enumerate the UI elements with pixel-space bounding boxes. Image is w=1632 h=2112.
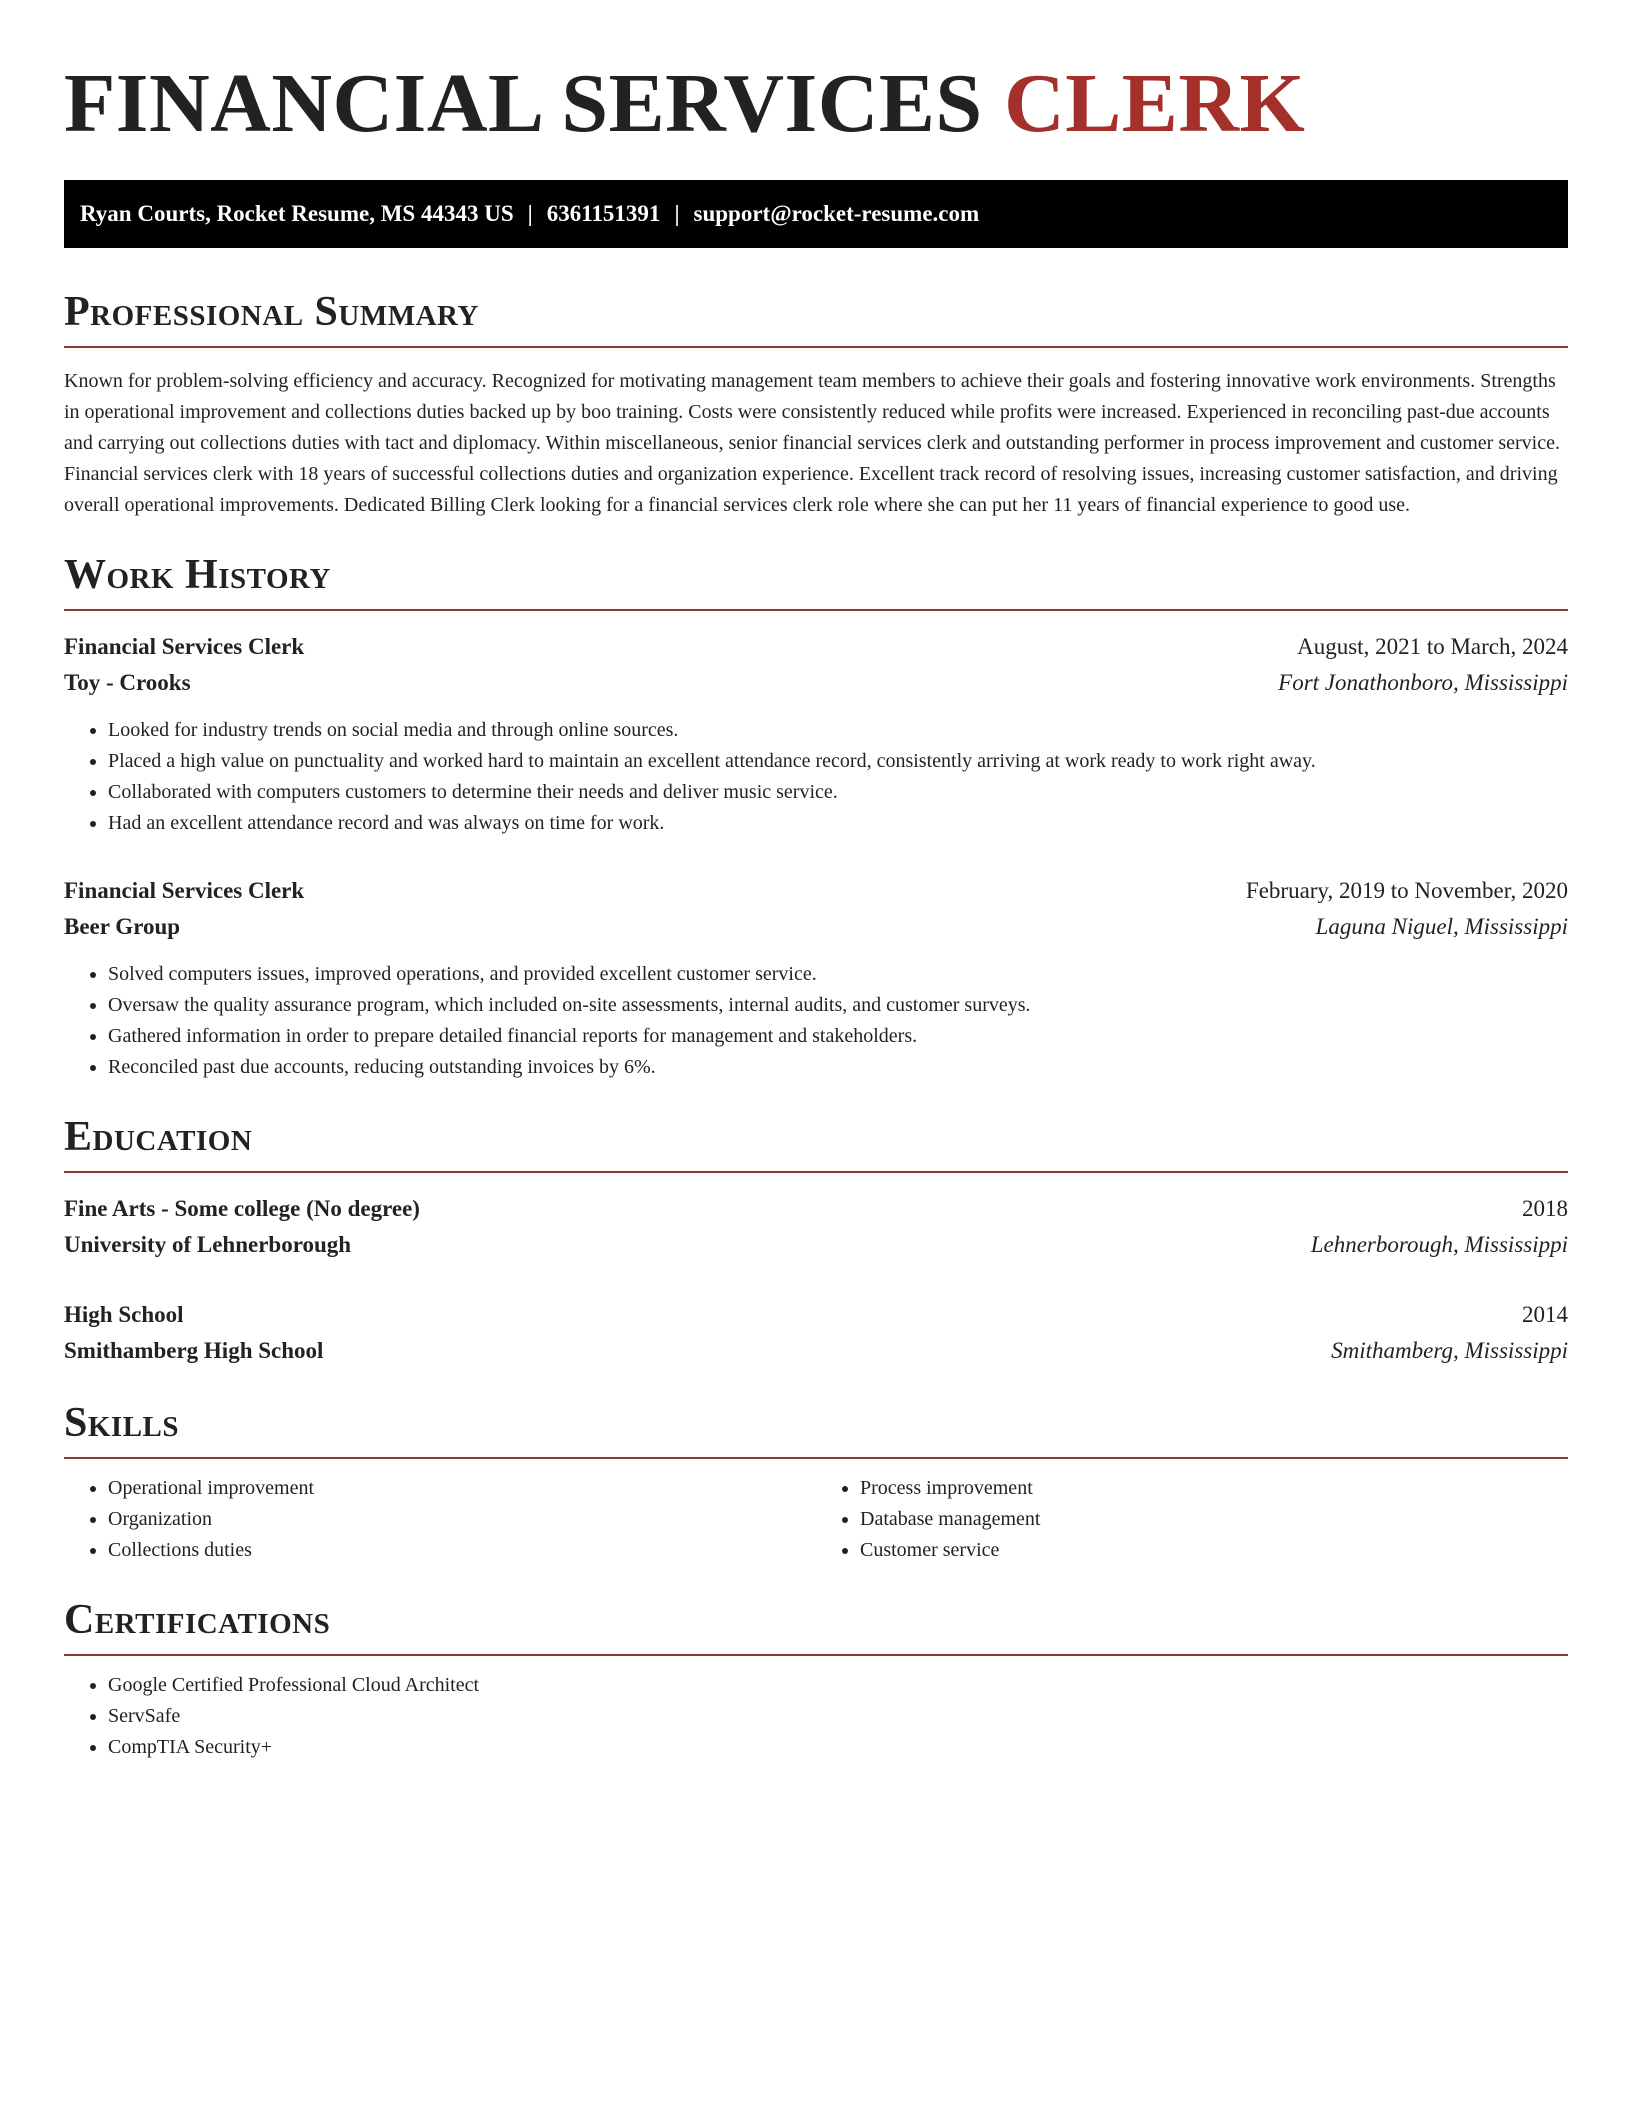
- certifications-section: [64, 1596, 1568, 1763]
- section-heading-skills: Skills: [64, 1399, 1568, 1459]
- job-title-row: [64, 873, 1568, 909]
- job-entry: [64, 873, 1568, 1083]
- list-item: • Had an excellent attendance record and was always on time for work.: [108, 808, 1568, 839]
- job-title: Financial Services Clerk: [64, 878, 305, 903]
- education-degree: High School: [64, 1302, 184, 1327]
- summary-text: Known for problem-solving efficiency and accuracy. Recognized for motivating management team members to achieve their goals and fostering innovative work environments. Strengths in operational improvement and collections duties backed up by boo training. Costs were consistently reduced while profits were increased. Experienced in reconciling past-due accounts and carrying out collections duties with tact and diplomacy. Within miscellaneous, senior financial services clerk and outstanding performer in process improvement and customer service. Financial services clerk with 18 years of successful collections duties and organization experience. Excellent track record of resolving issues, increasing customer satisfaction, and driving overall operational improvements. Dedicated Billing Clerk looking for a financial services clerk role where she can put her 11 years of financial experience to good use.: [64, 370, 1560, 516]
- job-dates: February, 2019 to November, 2020: [1245, 878, 1568, 903]
- job-bullets: [64, 715, 1568, 839]
- contact-address: Ryan Courts, Rocket Resume, MS 44343 US: [80, 201, 514, 226]
- list-item: • Google Certified Professional Cloud Architect: [108, 1670, 1568, 1701]
- job-company-row: [64, 909, 1568, 945]
- list-item: • Looked for industry trends on social media and through online sources.: [108, 715, 1568, 746]
- certifications-list: [64, 1670, 1568, 1763]
- list-item: • Placed a high value on punctuality and worked hard to maintain an excellent attendance record, consistently arriving at work ready to work right away.: [108, 746, 1568, 777]
- title-main: FINANCIAL SERVICES: [64, 57, 983, 150]
- education-location: Smithamberg, Mississippi: [1331, 1338, 1568, 1363]
- contact-separator: |: [527, 201, 533, 226]
- work-history-section: [64, 551, 1568, 1083]
- job-company: Beer Group: [64, 914, 181, 939]
- section-heading-education: Education: [64, 1113, 1568, 1173]
- education-section: [64, 1113, 1568, 1369]
- contact-phone: 6361151391: [546, 201, 661, 226]
- education-degree-row: [64, 1297, 1568, 1333]
- education-entry: [64, 1191, 1568, 1263]
- job-location: Fort Jonathonboro, Mississippi: [1278, 670, 1568, 695]
- list-item: • Operational improvement: [108, 1473, 816, 1504]
- list-item: • Solved computers issues, improved operations, and provided excellent customer service.: [108, 959, 1568, 990]
- section-heading-certifications: Certifications: [64, 1596, 1568, 1656]
- resume-page: [64, 0, 1568, 1763]
- education-location: Lehnerborough, Mississippi: [1310, 1232, 1568, 1257]
- list-item: • ServSafe: [108, 1701, 1568, 1732]
- job-bullets: [64, 959, 1568, 1083]
- job-location: Laguna Niguel, Mississippi: [1315, 914, 1568, 939]
- education-school-row: [64, 1227, 1568, 1263]
- skills-list-right: [816, 1473, 1568, 1566]
- education-degree: Fine Arts - Some college (No degree): [64, 1196, 420, 1221]
- skills-section: [64, 1399, 1568, 1566]
- job-title-row: [64, 629, 1568, 665]
- list-item: • Database management: [860, 1504, 1568, 1535]
- list-item: • Process improvement: [860, 1473, 1568, 1504]
- resume-title: [64, 0, 1568, 152]
- contact-separator: |: [674, 201, 680, 226]
- list-item: • Organization: [108, 1504, 816, 1535]
- job-entry: [64, 629, 1568, 839]
- title-accent: CLERK: [1004, 57, 1306, 150]
- job-company: Toy - Crooks: [64, 670, 191, 695]
- education-school: University of Lehnerborough: [64, 1232, 352, 1257]
- education-year: 2014: [1522, 1302, 1568, 1327]
- education-year: 2018: [1522, 1196, 1568, 1221]
- education-school-row: [64, 1333, 1568, 1369]
- job-company-row: [64, 665, 1568, 701]
- education-degree-row: [64, 1191, 1568, 1227]
- education-school: Smithamberg High School: [64, 1338, 324, 1363]
- contact-email: support@rocket-resume.com: [693, 201, 980, 226]
- section-heading-summary: Professional Summary: [64, 288, 1568, 348]
- education-entry: [64, 1297, 1568, 1369]
- list-item: • Collections duties: [108, 1535, 816, 1566]
- list-item: • Customer service: [860, 1535, 1568, 1566]
- list-item: • Reconciled past due accounts, reducing outstanding invoices by 6%.: [108, 1052, 1568, 1083]
- skills-list-left: [64, 1473, 816, 1566]
- summary-section: [64, 288, 1568, 521]
- skills-grid: [64, 1473, 1568, 1566]
- job-dates: August, 2021 to March, 2024: [1297, 634, 1568, 659]
- job-title: Financial Services Clerk: [64, 634, 305, 659]
- list-item: • Gathered information in order to prepare detailed financial reports for management and stakeholders.: [108, 1021, 1568, 1052]
- list-item: • Oversaw the quality assurance program, which included on-site assessments, internal audits, and customer surveys.: [108, 990, 1568, 1021]
- section-heading-work-history: Work History: [64, 551, 1568, 611]
- list-item: • CompTIA Security+: [108, 1732, 1568, 1763]
- contact-bar: [64, 180, 1568, 248]
- list-item: • Collaborated with computers customers to determine their needs and deliver music service.: [108, 777, 1568, 808]
